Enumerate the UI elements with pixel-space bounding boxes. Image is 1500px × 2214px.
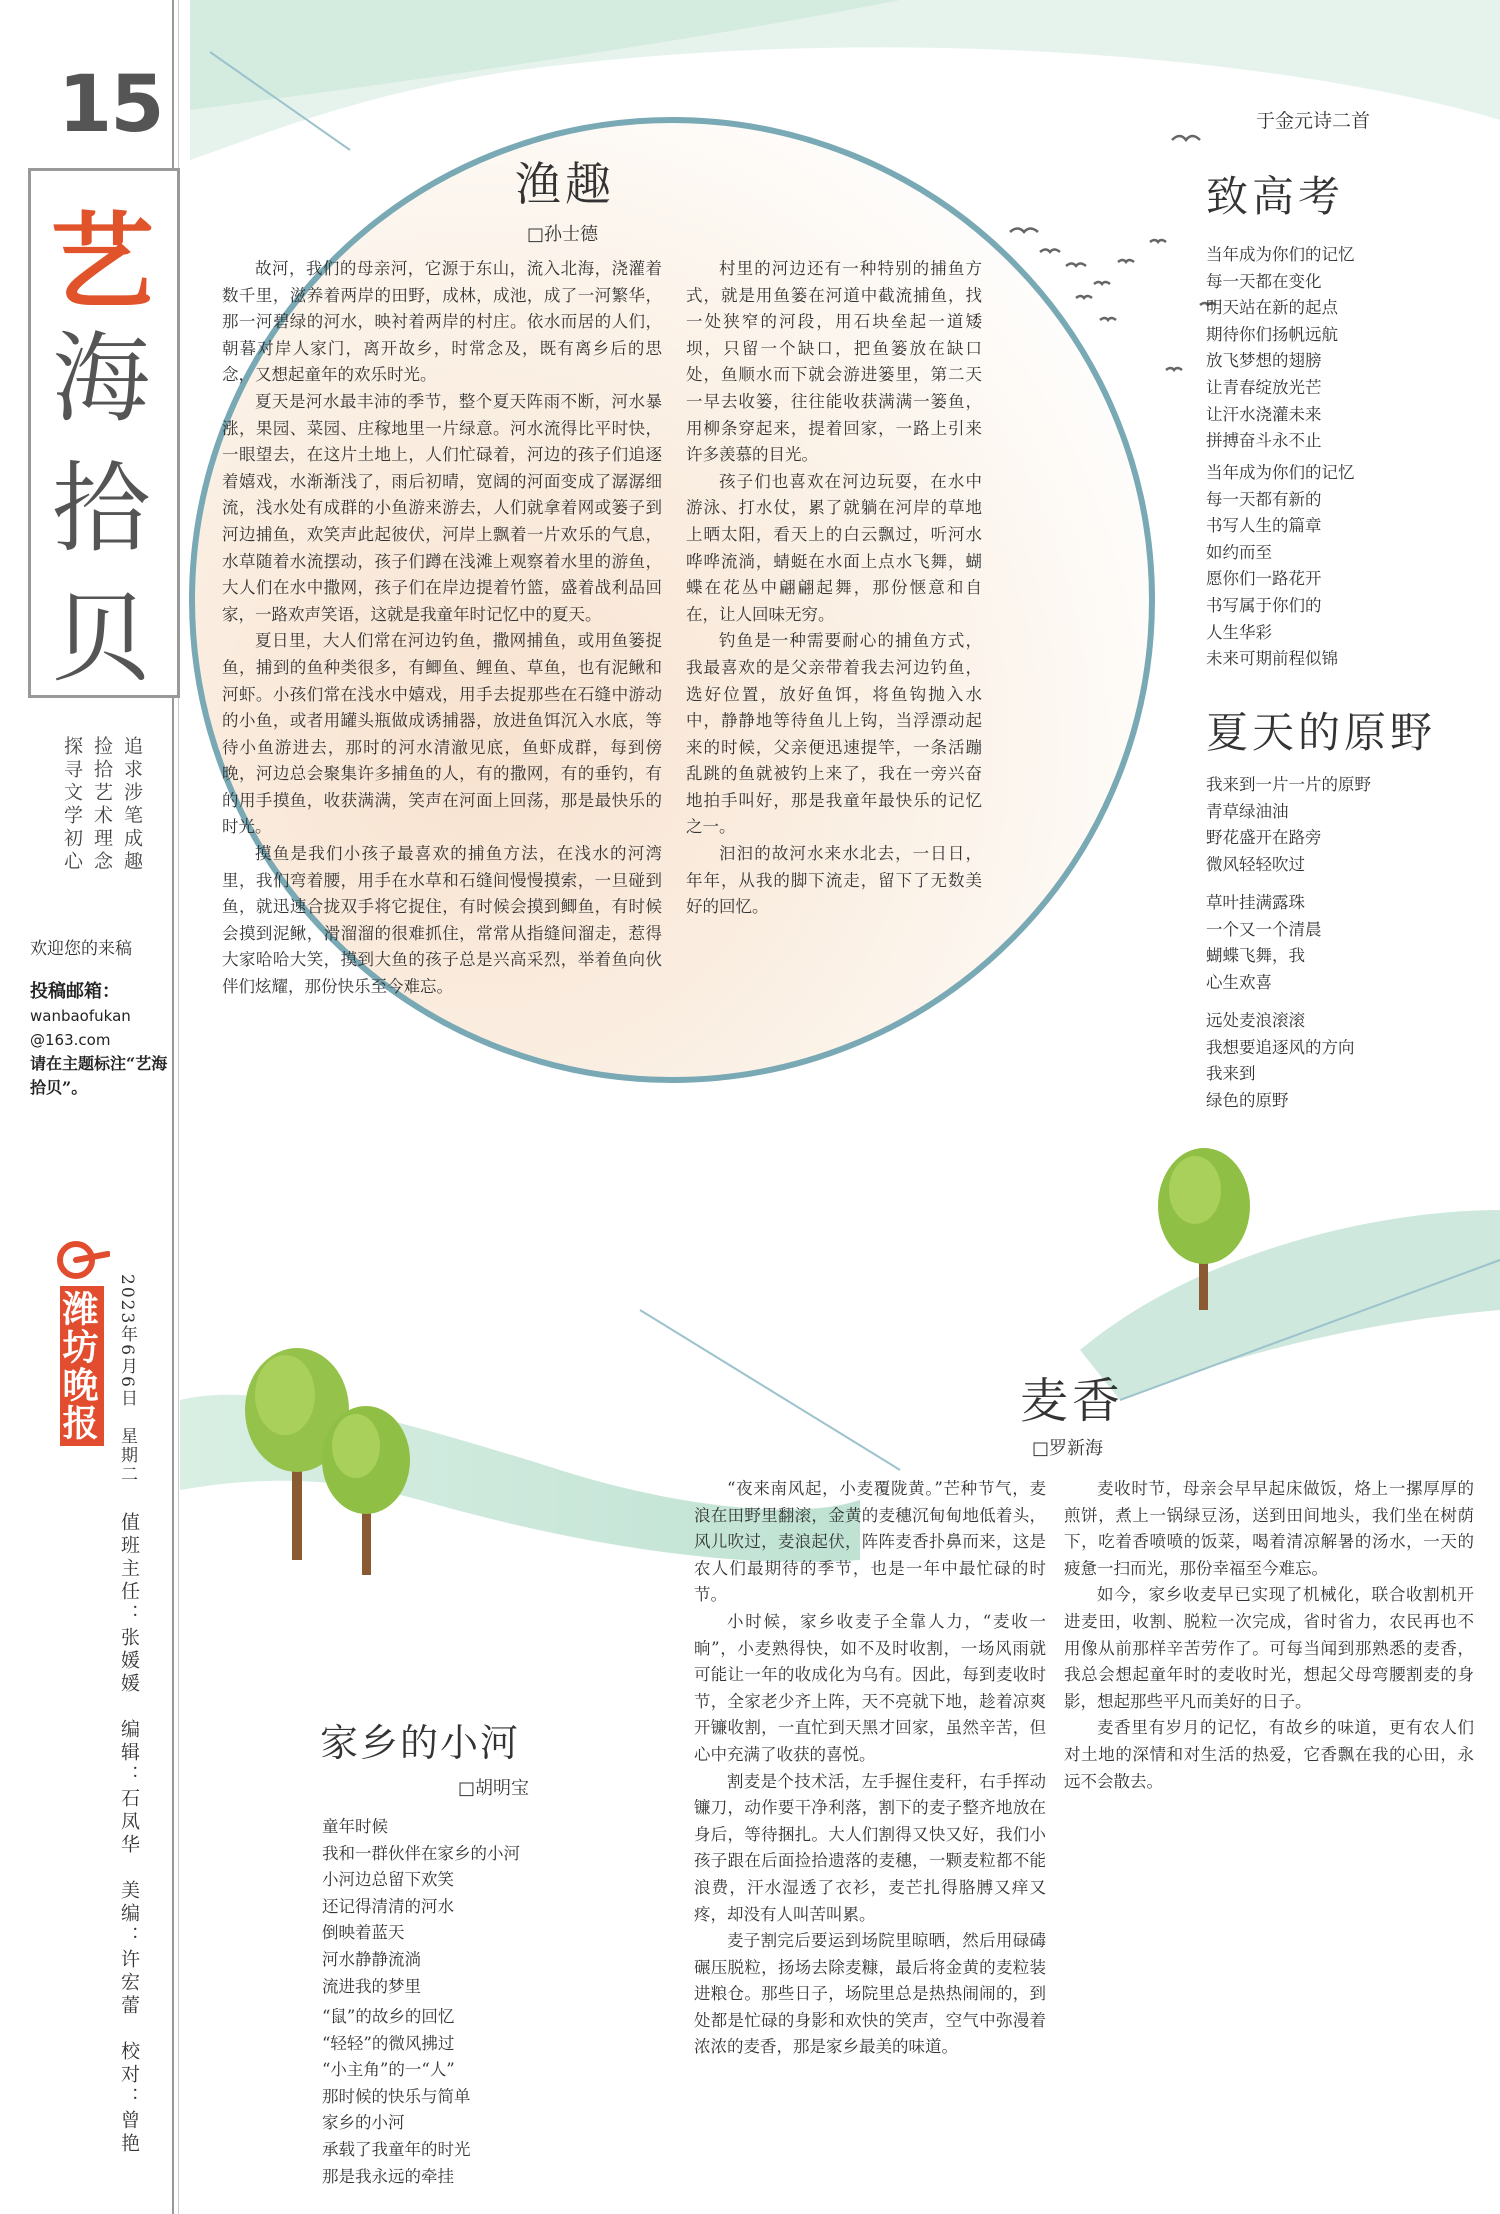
welcome-text: 欢迎您的来稿 — [30, 939, 132, 959]
paragraph: “夜来南风起，小麦覆陇黄。”芒种节气，麦浪在田野里翻滚，金黄的麦穗沉甸甸地低着头，风儿吹过，麦浪起伏，阵阵麦香扑鼻而来，这是农人们最期待的季节，也是一年中最忙碌的时节。 — [694, 1479, 1046, 1605]
article-title-maixiang: 麦香 — [1020, 1373, 1125, 1429]
tree-icon — [245, 1348, 410, 1575]
right-band — [1080, 1210, 1500, 1400]
paragraph: 汩汩的故河水来水北去，一日日，年年，从我的脚下流走，留下了无数美好的回忆。 — [686, 844, 982, 917]
submission-note: 请在主题标注“艺海拾贝”。 — [30, 1054, 168, 1097]
paragraph: 麦收时节，母亲会早早起床做饭，烙上一摞厚厚的煎饼，煮上一锅绿豆汤，送到田间地头，我们坐在树荫下，吃着香喷喷的饭菜，喝着清凉解暑的汤水，一天的疲惫一扫而光，那份幸福至今难忘。 — [1064, 1479, 1474, 1578]
poem-title-xiatian: 夏天的原野 — [1206, 708, 1437, 757]
dateline — [116, 1274, 138, 1484]
email-line-1[interactable]: wanbaofukan — [30, 1007, 131, 1025]
issue-date: 2023年6月6日 — [117, 1274, 137, 1408]
slogan-3: 探寻文学初心 — [61, 736, 83, 874]
section-title-char-2: 海 — [52, 322, 151, 436]
article-author-yuqu: □孙士德 — [527, 224, 599, 245]
poem-stanza: 当年成为你们的记忆 每一天都在变化 明天站在新的起点 期待你们扬帆远航 放飞梦想的翅膀 让青春绽放光芒 让汗水浇灌未来 拼搏奋斗永不止 — [1206, 245, 1355, 451]
paragraph: 故河，我们的母亲河，它源于东山，流入北海，浇灌着数千里，滋养着两岸的田野，成林，成池，成了一河繁华，那一河碧绿的河水，映衬着两岸的村庄。依水而居的人们，朝暮对岸人家门，离开故乡，时常念及，既有离乡后的思念，又想起童年的欢乐时光。 — [222, 259, 662, 385]
poem-stanza: “鼠”的故乡的回忆 “轻轻”的微风拂过 “小主角”的一“人” 那时候的快乐与简单 家乡的小河 承载了我童年的时光 那是我永远的牵挂 — [322, 2007, 471, 2186]
email-label: 投稿邮箱： — [30, 981, 120, 1002]
logo-swirl-icon — [56, 1240, 110, 1280]
paragraph: 孩子们也喜欢在河边玩耍，在水中游泳、打水仗，累了就躺在河岸的草地上晒太阳，看天上的白云飘过，听河水哗哗流淌，蜻蜓在水面上点水飞舞，蝴蝶在花丛中翩翩起舞，那份惬意和自在，让人回味无穷。 — [686, 471, 982, 624]
article-title-yuqu: 渔趣 — [515, 157, 615, 211]
poem-series-label: 于金元诗二首 — [1256, 110, 1371, 132]
section-title-char-3: 拾 — [52, 452, 151, 566]
submission-info — [30, 980, 170, 1100]
poem-stanza: 远处麦浪滚滚 我想要追逐风的方向 我来到 绿色的原野 — [1206, 1011, 1355, 1110]
poem-stanza: 童年时候 我和一群伙伴在家乡的小河 小河边总留下欢笑 还记得清清的河水 倒映着蓝天 河水静静流淌 流进我的梦里 — [322, 1817, 520, 1996]
masthead-name: 潍坊晚报 — [57, 1290, 99, 1442]
paragraph: 麦香里有岁月的记忆，有故乡的味道，更有农人们对土地的深情和对生活的热爱，它香飘在我的心田，永远不会散去。 — [1064, 1718, 1474, 1791]
paragraph: 钓鱼是一种需要耐心的捕鱼方式，我最喜欢的是父亲带着我去河边钓鱼，选好位置，放好鱼饵，将鱼钩抛入水中，静静地等待鱼儿上钩，当浮漂动起来的时候，父亲便迅速提竿，一条活蹦乱跳的鱼就被钓上来了，我在一旁兴奋地拍手叫好，那是我童年最快乐的记忆之一。 — [686, 631, 982, 837]
poem-author-xiaohe: □胡明宝 — [458, 1778, 530, 1799]
section-title-char-4: 贝 — [52, 582, 151, 696]
paragraph: 夏日里，大人们常在河边钓鱼，撒网捕鱼，或用鱼篓捉鱼，捕到的鱼种类很多，有鲫鱼、鲤鱼、草鱼，也有泥鳅和河虾。小孩们常在浅水中嬉戏，用手去捉那些在石缝中游动的小鱼，或者用罐头瓶做成诱捕器，放进鱼饵沉入水底，等待小鱼游进去，那时的河水清澈见底，鱼虾成群，每到傍晚，河边总会聚集许多捕鱼的人，有的撒网，有的垂钓，有的用手摸鱼，收获满满，笑声在河面上回荡，那是最快乐的时光。 — [222, 631, 662, 837]
paragraph: 割麦是个技术活，左手握住麦秆，右手挥动镰刀，动作要干净利落，割下的麦子整齐地放在身后，等待捆扎。大人们割得又快又好，我们小孩子跟在后面捡拾遗落的麦穗，一颗麦粒都不能浪费，汗水湿透了衣衫，麦芒扎得胳膊又痒又疼，却没有人叫苦叫累。 — [694, 1771, 1046, 1924]
poem-title-zhigaokao: 致高考 — [1206, 172, 1345, 221]
slogan-1: 追求涉笔成趣 — [121, 736, 143, 874]
paragraph: 夏天是河水最丰沛的季节，整个夏天阵雨不断，河水暴涨，果园、菜园、庄稼地里一片绿意。河水流得比平时快，一眼望去，在这片土地上，人们忙碌着，河边的孩子们追逐着嬉戏，水渐渐浅了，雨后初晴，宽阔的河面变成了潺潺细流，浅水处有成群的小鱼游来游去，人们就拿着网或篓子到河边捕鱼，欢笑声此起彼伏，河岸上飘着一片欢乐的气息，水草随着水流摆动，孩子们蹲在浅滩上观察着水里的游鱼，大人们在水中撒网，孩子们在岸边提着竹篮，盛着战利品回家，一路欢声笑语，这就是我童年时记忆中的夏天。 — [222, 391, 662, 624]
paragraph: 摸鱼是我们小孩子最喜欢的捕鱼方法，在浅水的河湾里，我们弯着腰，用手在水草和石缝间慢慢摸索，一旦碰到鱼，就迅速合拢双手将它捉住，有时候会摸到鲫鱼，有时候会摸到泥鳅，滑溜溜的很难抓住，常常从指缝间溜走，惹得大家哈哈大笑，摸到大鱼的孩子总是兴高采烈，举着鱼向伙伴们炫耀，那份快乐至今难忘。 — [222, 844, 662, 997]
paragraph: 村里的河边还有一种特别的捕鱼方式，就是用鱼篓在河道中截流捕鱼，找一处狭窄的河段，用石块垒起一道矮坝，只留一个缺口，把鱼篓放在缺口处，鱼顺水而下就会游进篓里，第二天一早去收篓，往往能收获满满一篓鱼，用柳条穿起来，提着回家，一路上引来许多羡慕的目光。 — [686, 259, 982, 465]
article-body-yuqu-col2 — [686, 256, 982, 1256]
article-body-yuqu-col1 — [222, 256, 662, 1286]
slogan-2: 捡拾艺术理念 — [91, 736, 113, 874]
poem-stanza: 当年成为你们的记忆 每一天都有新的 书写人生的篇章 如约而至 愿你们一路花开 书写属于你们的 人生华彩 未来可期前程似锦 — [1206, 463, 1355, 669]
paragraph: 麦子割完后要运到场院里晾晒，然后用碌碡碾压脱粒，扬场去除麦糠，最后将金黄的麦粒装进粮仓。那些日子，场院里总是热热闹闹的，到处都是忙碌的身影和欢快的笑声，空气中弥漫着浓浓的麦香，那是家乡最美的味道。 — [694, 1931, 1046, 2057]
paragraph: 小时候，家乡收麦子全靠人力，“麦收一晌”，小麦熟得快，如不及时收割，一场风雨就可能让一年的收成化为乌有。因此，每到麦收时节，全家老少齐上阵，天不亮就下地，趁着凉爽开镰收割，一直忙到天黑才回家，虽然辛苦，但心中充满了收获的喜悦。 — [694, 1611, 1046, 1764]
paragraph: 如今，家乡收麦早已实现了机械化，联合收割机开进麦田，收割、脱粒一次完成，省时省力，农民再也不用像从前那样辛苦劳作了。可每当闻到那熟悉的麦香，我总会想起童年时的麦收时光，想起父母弯腰割麦的身影，想起那些平凡而美好的日子。 — [1064, 1585, 1474, 1711]
email-line-2[interactable]: @163.com — [30, 1031, 111, 1049]
staff-credits: 值班主任：张媛媛 编辑：石凤华 美编：许宏蕾 校对：曾艳 — [118, 1512, 140, 2156]
article-author-maixiang: □罗新海 — [1032, 1438, 1104, 1459]
poem-stanza: 草叶挂满露珠 一个又一个清晨 蝴蝶飞舞，我 心生欢喜 — [1206, 893, 1322, 992]
page-number: 15 — [58, 60, 163, 150]
article-body-maixiang-col1 — [694, 1476, 1046, 2204]
poem-title-xiaohe: 家乡的小河 — [320, 1721, 521, 1765]
poem-stanza: 我来到一片一片的原野 青草绿油油 野花盛开在路旁 微风轻轻吹过 — [1206, 775, 1371, 874]
section-title-char-1: 艺 — [50, 200, 155, 323]
article-body-maixiang-col2 — [1064, 1476, 1474, 2204]
issue-weekday: 星期二 — [117, 1426, 137, 1484]
